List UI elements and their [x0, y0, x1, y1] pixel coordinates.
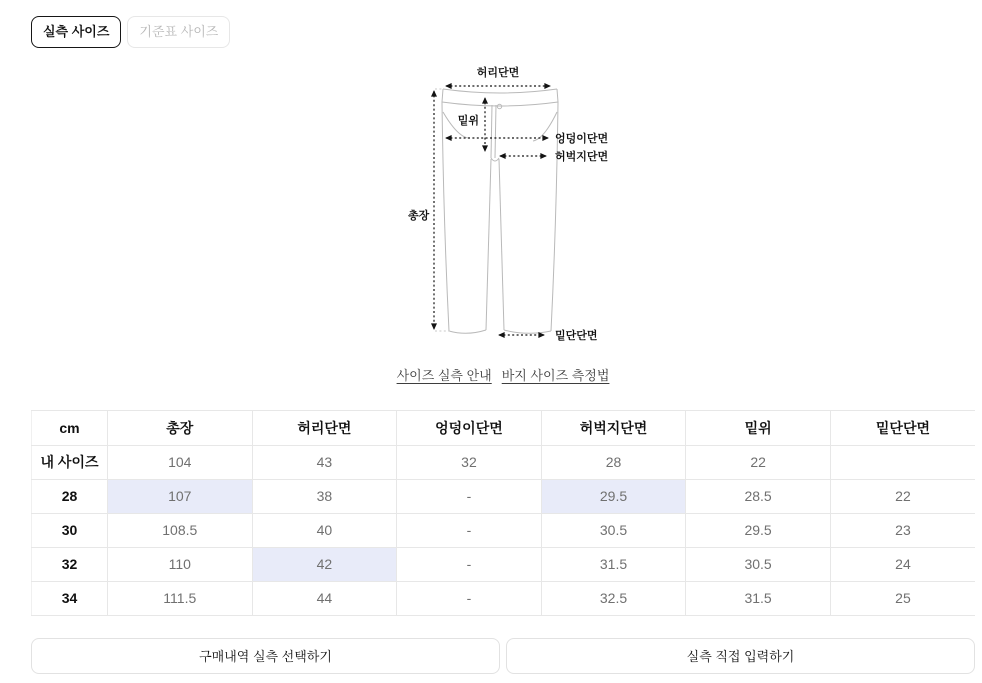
- direct-input-measure-button[interactable]: 실측 직접 입력하기: [506, 638, 975, 674]
- cell: 40: [252, 513, 397, 547]
- hip-label: 엉덩이단면: [555, 132, 608, 145]
- waist-label: 허리단면: [476, 66, 520, 79]
- cell: -: [397, 547, 542, 581]
- cell: [830, 445, 975, 479]
- col-header-hip: 엉덩이단면: [397, 410, 542, 445]
- col-header-rise: 밑위: [686, 410, 831, 445]
- cell: 32: [397, 445, 542, 479]
- table-row-34: [32, 581, 976, 615]
- pants-measurement-diagram: [398, 61, 608, 353]
- cell-highlighted: 42: [252, 547, 397, 581]
- cell: 44: [252, 581, 397, 615]
- tab-standard-size[interactable]: 기준표 사이즈: [127, 16, 230, 48]
- cell: -: [397, 513, 542, 547]
- cell: -: [397, 479, 542, 513]
- cell: 22: [830, 479, 975, 513]
- col-header-thigh: 허벅지단면: [541, 410, 686, 445]
- cell: 24: [830, 547, 975, 581]
- table-row-28: [32, 479, 976, 513]
- bottom-actions: [31, 638, 975, 674]
- table-header-row: [32, 410, 976, 445]
- table-row-my-size: [32, 445, 976, 479]
- thigh-label: 허벅지단면: [555, 150, 608, 163]
- diagram-container: [31, 61, 975, 353]
- col-header-cm: cm: [32, 410, 108, 445]
- cell: 23: [830, 513, 975, 547]
- col-header-waist: 허리단면: [252, 410, 397, 445]
- length-label: 총장: [408, 209, 430, 222]
- table-row-30: [32, 513, 976, 547]
- cell: 111.5: [108, 581, 253, 615]
- col-header-hem: 밑단단면: [830, 410, 975, 445]
- link-size-measure-guide[interactable]: 사이즈 실측 안내: [396, 367, 492, 383]
- cell: 22: [686, 445, 831, 479]
- row-label: 28: [32, 479, 108, 513]
- row-label: 내 사이즈: [32, 445, 108, 479]
- size-table: [31, 410, 975, 616]
- cell: 38: [252, 479, 397, 513]
- cell: -: [397, 581, 542, 615]
- cell: 30.5: [541, 513, 686, 547]
- cell: 31.5: [686, 581, 831, 615]
- hem-label: 밑단단면: [555, 329, 598, 342]
- cell: 43: [252, 445, 397, 479]
- cell: 28: [541, 445, 686, 479]
- guide-links: [31, 365, 975, 384]
- col-header-length: 총장: [108, 410, 253, 445]
- cell: 31.5: [541, 547, 686, 581]
- cell: 28.5: [686, 479, 831, 513]
- cell-highlighted: 107: [108, 479, 253, 513]
- select-purchase-measure-button[interactable]: 구매내역 실측 선택하기: [31, 638, 500, 674]
- link-pants-measure-method[interactable]: 바지 사이즈 측정법: [501, 367, 610, 383]
- cell: 104: [108, 445, 253, 479]
- size-tabs: [31, 16, 975, 48]
- cell: 108.5: [108, 513, 253, 547]
- row-label: 34: [32, 581, 108, 615]
- tab-measured-size[interactable]: 실측 사이즈: [31, 16, 121, 48]
- rise-label: 밑위: [457, 114, 479, 127]
- cell: 32.5: [541, 581, 686, 615]
- row-label: 30: [32, 513, 108, 547]
- cell: 110: [108, 547, 253, 581]
- table-row-32: [32, 547, 976, 581]
- row-label: 32: [32, 547, 108, 581]
- cell-highlighted: 29.5: [541, 479, 686, 513]
- cell: 29.5: [686, 513, 831, 547]
- cell: 25: [830, 581, 975, 615]
- cell: 30.5: [686, 547, 831, 581]
